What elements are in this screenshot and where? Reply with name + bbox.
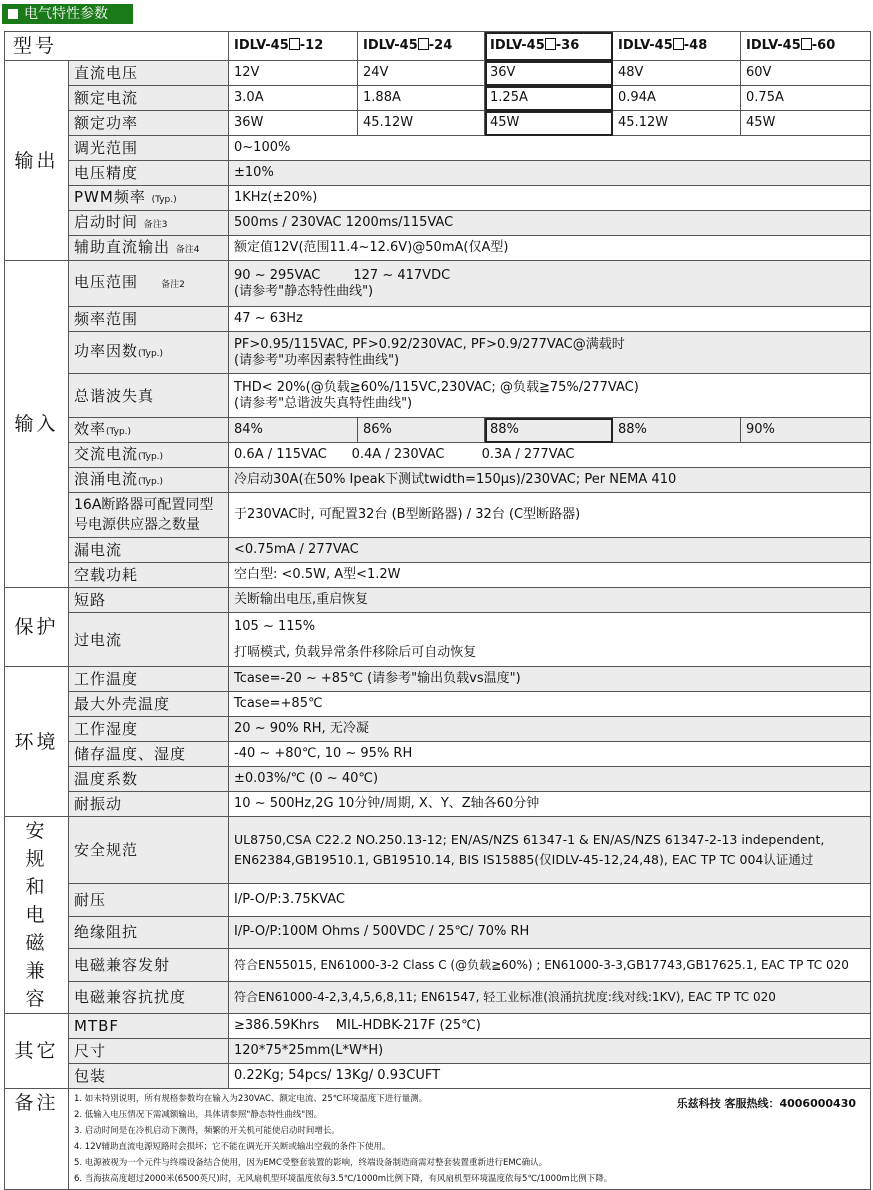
cell: 45.12W bbox=[358, 111, 485, 136]
section-output: 输出 bbox=[5, 61, 69, 261]
cell: 84% bbox=[229, 418, 358, 443]
table-row bbox=[5, 949, 871, 981]
cell: 90 ~ 295VAC 127 ~ 417VDC (请参考"静态特性曲线") bbox=[229, 261, 871, 307]
section-environment: 环境 bbox=[5, 667, 69, 817]
row-label: 16A断路器可配置同型 号电源供应器之数量 bbox=[69, 493, 229, 538]
row-label: 电磁兼容发射 bbox=[69, 949, 229, 981]
note-item: 3. 启动时间是在冷机启动下测得，频繁的开关机可能使启动时间增长。 bbox=[74, 1126, 340, 1136]
hotline: 乐兹科技 客服热线：4006000430 bbox=[676, 1097, 857, 1110]
cell: THD< 20%(@负载≧60%/115VC,230VAC; @负载≧75%/277VAC) (请参考"总谐波失真特性曲线") bbox=[229, 374, 871, 418]
row-label: 耐压 bbox=[69, 884, 229, 916]
cell: 冷启动30A(在50% Ipeak下测试twidth=150µs)/230VAC; Per NEMA 410 bbox=[229, 468, 871, 493]
cell: 105 ~ 115% 打嗝模式, 负载异常条件移除后可自动恢复 bbox=[229, 613, 871, 667]
box-icon bbox=[545, 38, 556, 50]
row-label: 空载功耗 bbox=[69, 563, 229, 588]
row-label: PWM频率 (Typ.) bbox=[69, 186, 229, 211]
row-label: 浪涌电流(Typ.) bbox=[69, 468, 229, 493]
cell: Tcase=+85℃ bbox=[229, 692, 871, 717]
note-item: 6. 当海拔高度超过2000米(6500英尺)时，无风扇机型环境温度依每3.5℃/1000m比例下降，有风扇机型环境温度依每5℃/1000m比例下降。 bbox=[74, 1174, 613, 1184]
table-row bbox=[5, 374, 871, 418]
cell: 0.75A bbox=[741, 86, 871, 111]
table-row bbox=[5, 418, 871, 443]
cell: 24V bbox=[358, 61, 485, 86]
cell: 45W bbox=[741, 111, 871, 136]
row-label: 总谐波失真 bbox=[69, 374, 229, 418]
cell: 关断输出电压,重启恢复 bbox=[229, 588, 871, 613]
row-label: 工作温度 bbox=[69, 667, 229, 692]
cell: ≥386.59Khrs MIL-HDBK-217F (25℃) bbox=[229, 1014, 871, 1039]
cell: 47 ~ 63Hz bbox=[229, 307, 871, 332]
table-row bbox=[5, 136, 871, 161]
model-label: 型号 bbox=[5, 32, 229, 61]
row-label: 频率范围 bbox=[69, 307, 229, 332]
section-safety: 安规和电磁兼容 bbox=[5, 817, 69, 1014]
row-label: 尺寸 bbox=[69, 1039, 229, 1064]
table-row bbox=[5, 563, 871, 588]
section-notes: 备注 bbox=[5, 1089, 69, 1190]
table-row bbox=[5, 692, 871, 717]
row-label: 辅助直流输出 备注4 bbox=[69, 236, 229, 261]
table-row bbox=[5, 884, 871, 916]
cell: 0.6A / 115VAC 0.4A / 230VAC 0.3A / 277VAC bbox=[229, 443, 871, 468]
row-label: 耐振动 bbox=[69, 792, 229, 817]
row-label: 最大外壳温度 bbox=[69, 692, 229, 717]
cell: 10 ~ 500Hz,2G 10分钟/周期, X、Y、Z轴各60分钟 bbox=[229, 792, 871, 817]
cell: 120*75*25mm(L*W*H) bbox=[229, 1039, 871, 1064]
row-label: 直流电压 bbox=[69, 61, 229, 86]
cell: ±0.03%/℃ (0 ~ 40℃) bbox=[229, 767, 871, 792]
cell: 36V bbox=[485, 61, 613, 86]
section-title bbox=[2, 4, 133, 24]
cell: 1.88A bbox=[358, 86, 485, 111]
table-row bbox=[5, 613, 871, 667]
cell: 88% bbox=[485, 418, 613, 443]
cell: 20 ~ 90% RH, 无冷凝 bbox=[229, 717, 871, 742]
table-row bbox=[5, 717, 871, 742]
cell: 60V bbox=[741, 61, 871, 86]
table-row bbox=[5, 1039, 871, 1064]
cell: ±10% bbox=[229, 161, 871, 186]
cell: I/P-O/P:100M Ohms / 500VDC / 25℃/ 70% RH bbox=[229, 916, 871, 948]
cell: 45W bbox=[485, 111, 613, 136]
row-label: 漏电流 bbox=[69, 538, 229, 563]
row-label: 额定功率 bbox=[69, 111, 229, 136]
table-row bbox=[5, 588, 871, 613]
cell: 符合EN61000-4-2,3,4,5,6,8,11; EN61547, 轻工业标准(浪涌抗扰度:线对线:1KV), EAC TP TC 020 bbox=[229, 981, 871, 1013]
row-label: 功率因数(Typ.) bbox=[69, 332, 229, 374]
cell: 12V bbox=[229, 61, 358, 86]
table-row bbox=[5, 916, 871, 948]
row-label: 电磁兼容抗扰度 bbox=[69, 981, 229, 1013]
cell: 48V bbox=[613, 61, 741, 86]
cell: 36W bbox=[229, 111, 358, 136]
box-icon bbox=[673, 38, 684, 50]
table-row bbox=[5, 792, 871, 817]
section-other: 其它 bbox=[5, 1014, 69, 1089]
cell: 88% bbox=[613, 418, 741, 443]
box-icon bbox=[801, 38, 812, 50]
table-row bbox=[5, 981, 871, 1013]
cell: 90% bbox=[741, 418, 871, 443]
cell: 1KHz(±20%) bbox=[229, 186, 871, 211]
table-row bbox=[5, 493, 871, 538]
row-label: 调光范围 bbox=[69, 136, 229, 161]
cell: 0.94A bbox=[613, 86, 741, 111]
table-row bbox=[5, 186, 871, 211]
note-item: 2. 低输入电压情况下需减额输出，具体请参照"静态特性曲线"图。 bbox=[74, 1110, 323, 1120]
table-row bbox=[5, 468, 871, 493]
cell: 额定值12V(范围11.4~12.6V)@50mA(仅A型) bbox=[229, 236, 871, 261]
spec-table bbox=[4, 31, 871, 1190]
table-row bbox=[5, 261, 871, 307]
cell: <0.75mA / 277VAC bbox=[229, 538, 871, 563]
cell: 于230VAC时, 可配置32台 (B型断路器) / 32台 (C型断路器) bbox=[229, 493, 871, 538]
section-title-text: 电气特性参数 bbox=[24, 6, 108, 22]
cell: UL8750,CSA C22.2 NO.250.13-12; EN/AS/NZS 61347-1 & EN/AS/NZS 61347-2-13 independent, EN62384,GB19510.1, GB19510.14, BIS IS15885(仅IDLV-45-12,24,48), EAC TP TC 004认证通过 bbox=[229, 817, 871, 884]
cell: 45.12W bbox=[613, 111, 741, 136]
cell: 86% bbox=[358, 418, 485, 443]
table-row bbox=[5, 1014, 871, 1039]
table-row bbox=[5, 817, 871, 884]
table-row bbox=[5, 332, 871, 374]
table-row bbox=[5, 307, 871, 332]
table-row bbox=[5, 767, 871, 792]
cell: 符合EN55015, EN61000-3-2 Class C (@负载≧60%) ; EN61000-3-3,GB17743,GB17625.1, EAC TP TC 020 bbox=[229, 949, 871, 981]
row-label: 效率(Typ.) bbox=[69, 418, 229, 443]
cell: 0.22Kg; 54pcs/ 13Kg/ 0.93CUFT bbox=[229, 1064, 871, 1089]
table-row bbox=[5, 111, 871, 136]
row-label: 短路 bbox=[69, 588, 229, 613]
table-row bbox=[5, 667, 871, 692]
table-row bbox=[5, 86, 871, 111]
table-row bbox=[5, 538, 871, 563]
table-row bbox=[5, 1064, 871, 1089]
row-label: 额定电流 bbox=[69, 86, 229, 111]
cell: 1.25A bbox=[485, 86, 613, 111]
table-row bbox=[5, 443, 871, 468]
row-label: 绝缘阻抗 bbox=[69, 916, 229, 948]
cell: -40 ~ +80℃, 10 ~ 95% RH bbox=[229, 742, 871, 767]
note-item: 4. 12V辅助直流电源短路时会损坏；它不能在调光开关断或输出空载的条件下使用。 bbox=[74, 1142, 391, 1152]
row-label: MTBF bbox=[69, 1014, 229, 1039]
model-col-24: IDLV-45 -24 bbox=[358, 32, 485, 61]
row-label: 工作湿度 bbox=[69, 717, 229, 742]
cell: Tcase=-20 ~ +85℃ (请参考"输出负载vs温度") bbox=[229, 667, 871, 692]
table-row bbox=[5, 211, 871, 236]
notes-cell bbox=[69, 1089, 871, 1190]
table-row bbox=[5, 742, 871, 767]
cell: 0~100% bbox=[229, 136, 871, 161]
cell: PF>0.95/115VAC, PF>0.92/230VAC, PF>0.9/277VAC@满载时 (请参考"功率因素特性曲线") bbox=[229, 332, 871, 374]
row-label: 电压精度 bbox=[69, 161, 229, 186]
cell: 3.0A bbox=[229, 86, 358, 111]
box-icon bbox=[418, 38, 429, 50]
cell: 空白型: <0.5W, A型<1.2W bbox=[229, 563, 871, 588]
row-label: 安全规范 bbox=[69, 817, 229, 884]
model-col-36: IDLV-45 -36 bbox=[485, 32, 613, 61]
note-item: 5. 电源被视为一个元件与终端设备结合使用，因为EMC受整套装置的影响，终端设备制造商需对整套装置重新进行EMC确认。 bbox=[74, 1158, 548, 1168]
table-row bbox=[5, 1089, 871, 1190]
section-protection: 保护 bbox=[5, 588, 69, 667]
note-item: 1. 如未特别说明，所有规格参数均在输入为230VAC、额定电流、25℃环境温度下进行量测。 bbox=[74, 1094, 428, 1104]
row-label: 包装 bbox=[69, 1064, 229, 1089]
table-row bbox=[5, 236, 871, 261]
model-col-12: IDLV-45 -12 bbox=[229, 32, 358, 61]
row-label: 启动时间 备注3 bbox=[69, 211, 229, 236]
model-col-48: IDLV-45 -48 bbox=[613, 32, 741, 61]
row-label: 过电流 bbox=[69, 613, 229, 667]
cell: 500ms / 230VAC 1200ms/115VAC bbox=[229, 211, 871, 236]
square-icon bbox=[8, 9, 18, 19]
table-row bbox=[5, 61, 871, 86]
row-label: 温度系数 bbox=[69, 767, 229, 792]
row-label: 电压范围 备注2 bbox=[69, 261, 229, 307]
row-label: 交流电流(Typ.) bbox=[69, 443, 229, 468]
section-input: 输入 bbox=[5, 261, 69, 588]
header-row bbox=[5, 32, 871, 61]
model-col-60: IDLV-45 -60 bbox=[741, 32, 871, 61]
box-icon bbox=[289, 38, 300, 50]
cell: I/P-O/P:3.75KVAC bbox=[229, 884, 871, 916]
table-row bbox=[5, 161, 871, 186]
row-label: 储存温度、湿度 bbox=[69, 742, 229, 767]
